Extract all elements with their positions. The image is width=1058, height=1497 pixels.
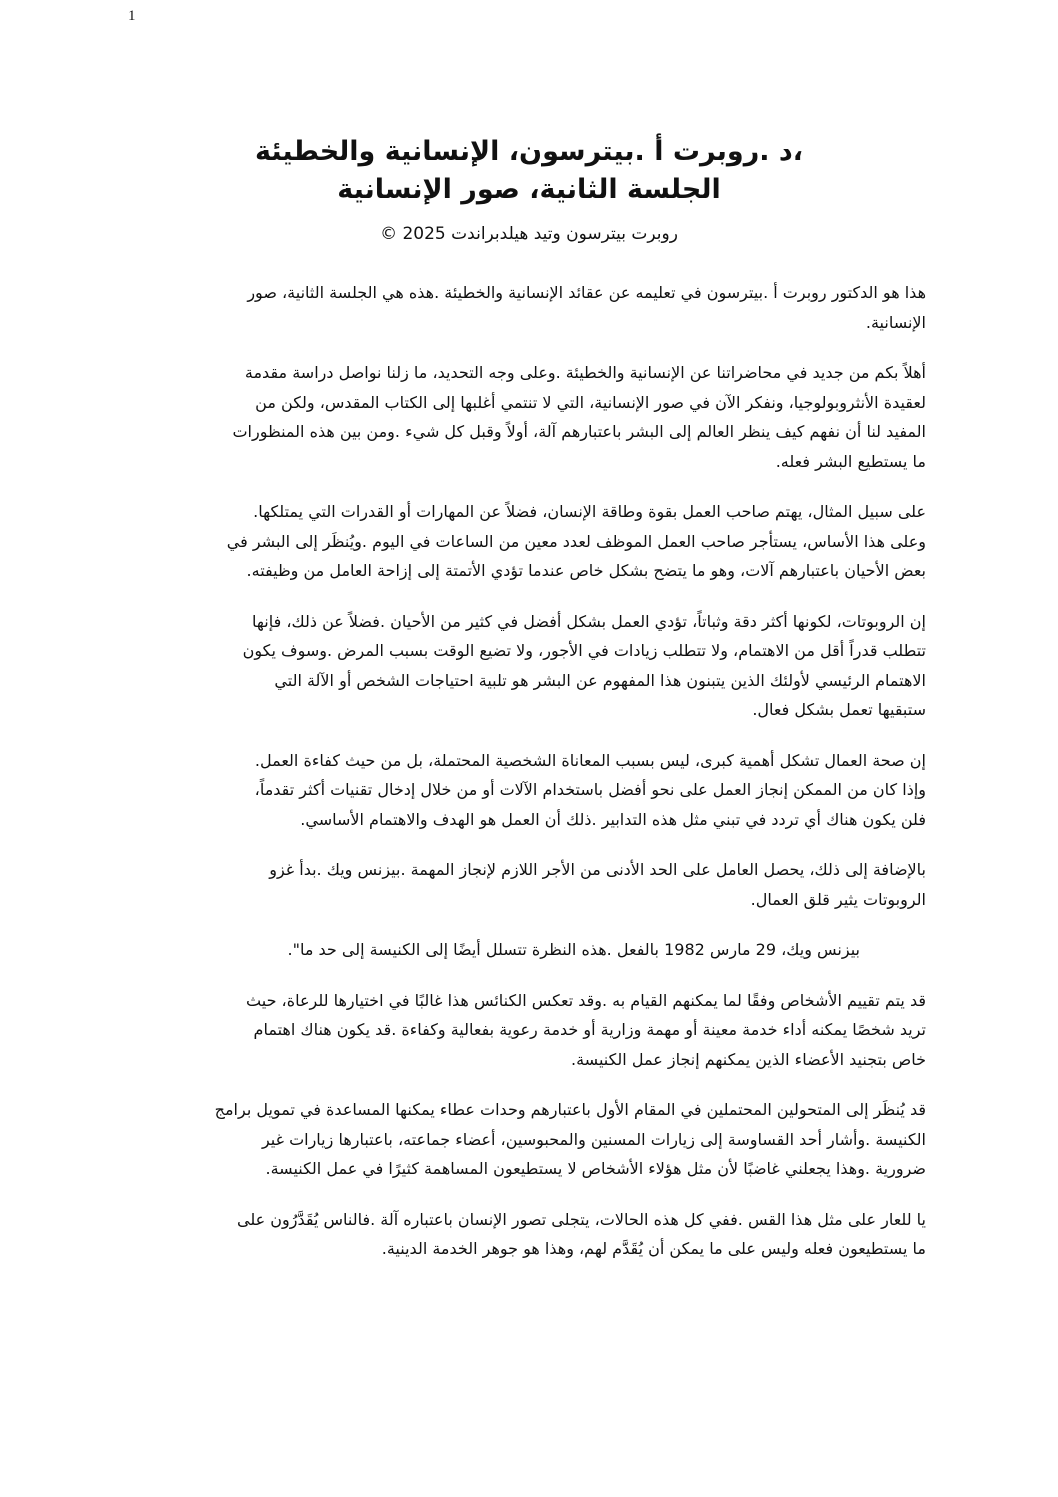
text-line: قد يُنظَر إلى المتحولين المحتملين في المقام الأول باعتبارهم وحدات عطاء يمكنها المساعدة في تمويل برامج xyxy=(214,1100,926,1119)
paragraph xyxy=(128,746,926,835)
document-title-line-1: ،د .روبرت أ .بيترسون، الإنسانية والخطيئة xyxy=(254,136,804,167)
text-line: تتطلب قدراً أقل من الاهتمام، ولا تتطلب زيادات في الأجور، ولا تضيع الوقت بسبب المرض .وسوف يكون xyxy=(242,641,926,660)
text-line: وعلى هذا الأساس، يستأجر صاحب العمل الموظف لعدد معين من الساعات في اليوم .ويُنظَر إلى البشر في xyxy=(226,531,926,551)
text-line: هذا هو الدكتور روبرت أ .بيترسون في تعليمه عن عقائد الإنسانية والخطيئة .هذه هي الجلسة الثانية، صور xyxy=(247,283,926,302)
text-line: إن الروبوتات، لكونها أكثر دقة وثباتاً، تؤدي العمل بشكل أفضل في كثير من الأحيان .فضلاً عن ذلك، فإنها xyxy=(252,611,926,631)
text-line: بالإضافة إلى ذلك، يحصل العامل على الحد الأدنى من الأجر اللازم لإنجاز المهمة .بيزنس ويك .بدأ غزو xyxy=(269,860,926,879)
text-line: ضرورية .وهذا يجعلني غاضبًا لأن مثل هؤلاء الأشخاص لا يستطيعون المساهمة كثيرًا في عمل الكنيسة. xyxy=(265,1159,926,1178)
paragraph xyxy=(128,986,926,1075)
document-title-line-2: الجلسة الثانية، صور الإنسانية xyxy=(337,174,721,205)
text-line: قد يتم تقييم الأشخاص وفقًا لما يمكنهم القيام به .وقد تعكس الكنائس هذا غالبًا في اختيارها للرعاة، حيث xyxy=(246,990,926,1010)
text-line: ستبقيها تعمل بشكل فعال. xyxy=(752,700,926,719)
paragraph xyxy=(128,855,926,914)
text-line: يا للعار على مثل هذا القس .ففي كل هذه الحالات، يتجلى تصور الإنسان باعتباره آلة .فالناس يُقَدَّرُون على xyxy=(236,1209,926,1229)
document-body xyxy=(128,278,926,1285)
paragraph xyxy=(128,607,926,725)
paragraph xyxy=(128,358,926,476)
text-line: وإذا كان من الممكن إنجاز العمل على نحو أفضل باستخدام الآلات أو من خلال إدخال تقنيات أكثر تقدماً، xyxy=(254,780,926,799)
page-number: 1 xyxy=(128,8,136,24)
text-line: أهلاً بكم من جديد في محاضراتنا عن الإنسانية والخطيئة .وعلى وجه التحديد، ما زلنا نواصل دراسة مقدمة xyxy=(244,363,926,382)
text-line: بعض الأحيان باعتبارهم آلات، وهو ما يتضح بشكل خاص عندما تؤدي الأتمتة إلى إزاحة العامل من وظيفته. xyxy=(246,561,926,580)
paragraph xyxy=(128,1205,926,1264)
text-line: لعقيدة الأنثروبولوجيا، ونفكر الآن في صور الإنسانية، التي لا تنتمي أغلبها إلى الكتاب المقدس، ولكن من xyxy=(255,392,926,412)
paragraph xyxy=(128,935,926,965)
text-line: فلن يكون هناك أي تردد في تبني مثل هذه التدابير .ذلك أن العمل هو الهدف والاهتمام الأساسي. xyxy=(300,809,926,829)
text-line: بيزنس ويك، 29 مارس 1982 بالفعل .هذه النظرة تتسلل أيضًا إلى الكنيسة إلى حد ما". xyxy=(287,940,860,959)
text-line: ما يستطيع البشر فعله. xyxy=(775,451,926,471)
copyright-line: روبرت بيترسون وتيد هيلدبراندت 2025 © xyxy=(380,224,678,244)
paragraph xyxy=(128,1095,926,1184)
text-line: ما يستطيعون فعله وليس على ما يمكن أن يُقَدَّم لهم، وهذا هو جوهر الخدمة الدينية. xyxy=(381,1239,926,1258)
text-line: الكنيسة .وأشار أحد القساوسة إلى زيارات المسنين والمحبوسين، أعضاء جماعته، باعتبارها زيارات غير xyxy=(261,1129,926,1149)
paragraph xyxy=(128,497,926,586)
paragraph xyxy=(128,278,926,337)
text-line: الإنسانية. xyxy=(865,312,926,332)
text-line: المفيد لنا أن نفهم كيف ينظر العالم إلى البشر باعتبارهم آلة، أولاً وقبل كل شيء .ومن بين هذه المنظورات xyxy=(232,422,926,441)
text-line: إن صحة العمال تشكل أهمية كبرى، ليس بسبب المعاناة الشخصية المحتملة، بل من حيث كفاءة العمل. xyxy=(254,750,926,770)
text-line: الاهتمام الرئيسي لأولئك الذين يتبنون هذا المفهوم عن البشر هو تلبية احتياجات الشخص أو الآلة التي xyxy=(274,670,926,690)
text-line: على سبيل المثال، يهتم صاحب العمل بقوة وطاقة الإنسان، فضلاً عن المهارات أو القدرات التي يمتلكها. xyxy=(253,502,926,521)
text-line: الروبوتات يثير قلق العمال. xyxy=(750,889,926,909)
text-line: تريد شخصًا يمكنه أداء خدمة معينة أو مهمة وزارية أو خدمة رعوية بفعالية وكفاءة .قد يكون هناك اهتمام xyxy=(253,1020,926,1039)
text-line: خاص بتجنيد الأعضاء الذين يمكنهم إنجاز عمل الكنيسة. xyxy=(571,1049,926,1069)
